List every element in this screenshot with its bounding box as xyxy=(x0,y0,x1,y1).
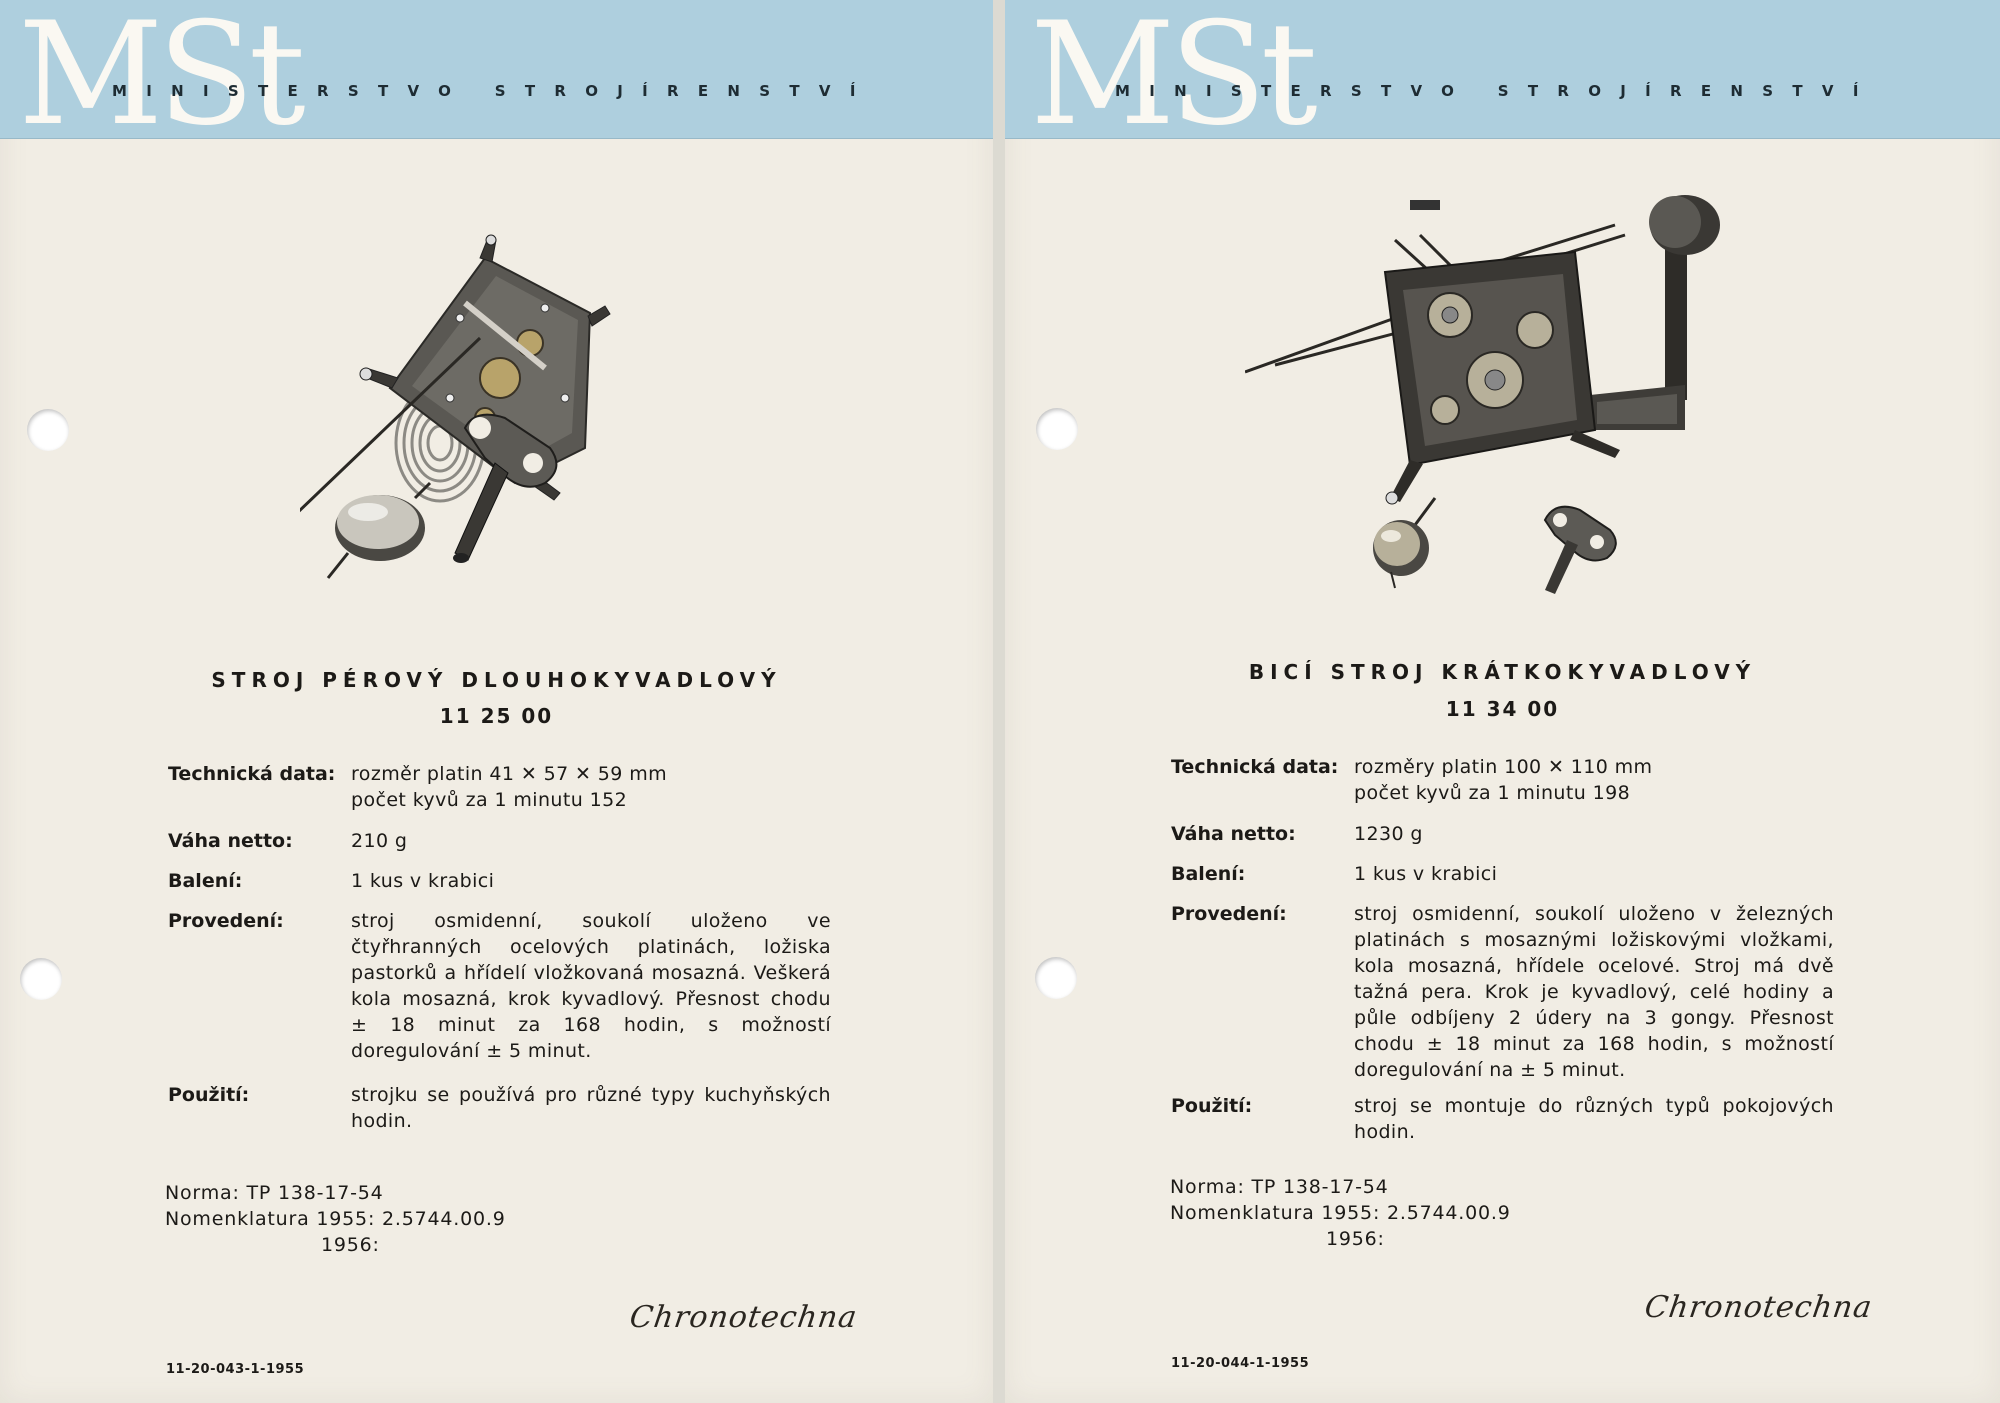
punch-hole xyxy=(27,409,69,451)
norma-line: Norma: TP 138-17-54 xyxy=(165,1182,384,1204)
spec-label-weight: Váha netto: xyxy=(1171,823,1296,845)
mst-logo: MSt xyxy=(18,0,300,157)
spec-label-technical: Technická data: xyxy=(1171,756,1339,778)
left-sheet xyxy=(0,0,993,1403)
spec-value-usage: strojku se používá pro různé typy kuchyňských hodin. xyxy=(351,1084,831,1132)
spec-value-packaging: 1 kus v krabici xyxy=(351,870,495,892)
spec-label-design: Provedení: xyxy=(1171,903,1287,925)
spec-label-packaging: Balení: xyxy=(168,870,243,892)
spec-list xyxy=(1171,751,1851,1171)
spec-value-usage: stroj se montuje do různých typů pokojových hodin. xyxy=(1354,1095,1834,1143)
spec-value-weight: 1230 g xyxy=(1354,823,1423,845)
punch-hole xyxy=(1035,957,1077,999)
spec-label-weight: Váha netto: xyxy=(168,830,293,852)
nomenklatura-1956-line: 1956: xyxy=(321,1234,380,1256)
pendulum-bob-icon xyxy=(328,483,430,578)
nomenklatura-1956-line: 1956: xyxy=(1326,1228,1385,1250)
pendulum-bob-icon xyxy=(1373,498,1435,588)
product-title: STROJ PÉROVÝ DLOUHOKYVADLOVÝ xyxy=(211,668,782,692)
spec-value-design: stroj osmidenní, soukolí uloženo v železných platinách s mosaznými ložiskovými vložkami, kola mosazná, hřídele ocelové. Stroj má dvě tažná pera. Krok je kyvadlový, celé hodiny a půle odbíjeny 2 údery na 3 gongy. Přesnost chodu ± 18 minut za 168 hodin, s možností doregulování na ± 5 minut. xyxy=(1354,903,1834,1081)
nomenklatura-line: Nomenklatura 1955: 2.5744.00.9 xyxy=(165,1208,506,1230)
chronotechna-signature: Chronotechna xyxy=(1642,1290,1875,1325)
product-title: BICÍ STROJ KRÁTKOKYVADLOVÝ xyxy=(1248,660,1757,684)
spec-label-usage: Použití: xyxy=(1171,1095,1253,1117)
gong-bracket-icon xyxy=(1590,195,1720,430)
document-number: 11-20-044-1-1955 xyxy=(1171,1356,1310,1371)
spec-value-technical: rozměry platin 100 ✕ 110 mm počet kyvů za 1 minutu 198 xyxy=(1354,756,1653,804)
spec-value-design: stroj osmidenní, soukolí uloženo ve čtyřhranných ocelových platinách, ložiska pastorků a hřídelí vložkovaná mosazná. Veškerá kola mosazná, krok kyvadlový. Přesnost chodu ± 18 minut za 168 hodin, s možností doregulování ± 5 minut. xyxy=(351,910,831,1062)
header-banner xyxy=(1005,0,2000,157)
spec-value-technical: rozměr platin 41 ✕ 57 ✕ 59 mm počet kyvů za 1 minutu 152 xyxy=(351,763,668,811)
spec-label-packaging: Balení: xyxy=(1171,863,1246,885)
right-sheet xyxy=(1005,0,2000,1403)
ministry-title: MINISTERSTVO STROJÍRENSTVÍ xyxy=(112,82,875,100)
spec-label-design: Provedení: xyxy=(168,910,284,932)
norma-block xyxy=(165,1180,506,1258)
product-code: 11 34 00 xyxy=(1445,697,1560,721)
chronotechna-signature: Chronotechna xyxy=(627,1300,860,1335)
striking-movement-illustration xyxy=(1245,180,1785,620)
clock-movement-illustration xyxy=(300,228,740,608)
header-banner xyxy=(0,0,993,157)
spec-value-packaging: 1 kus v krabici xyxy=(1354,863,1498,885)
punch-hole xyxy=(20,958,62,1000)
ministry-title: MINISTERSTVO STROJÍRENSTVÍ xyxy=(1115,82,1878,100)
mst-logo: MSt xyxy=(1030,0,1312,157)
winding-key-icon xyxy=(1545,507,1616,594)
nomenklatura-line: Nomenklatura 1955: 2.5744.00.9 xyxy=(1170,1202,1511,1224)
spec-list xyxy=(168,758,848,1158)
product-code: 11 25 00 xyxy=(439,704,554,728)
spec-label-usage: Použití: xyxy=(168,1084,250,1106)
norma-line: Norma: TP 138-17-54 xyxy=(1170,1176,1389,1198)
spec-label-technical: Technická data: xyxy=(168,763,336,785)
document-number: 11-20-043-1-1955 xyxy=(166,1362,305,1377)
norma-block xyxy=(1170,1174,1511,1252)
spec-value-weight: 210 g xyxy=(351,830,408,852)
punch-hole xyxy=(1036,408,1078,450)
